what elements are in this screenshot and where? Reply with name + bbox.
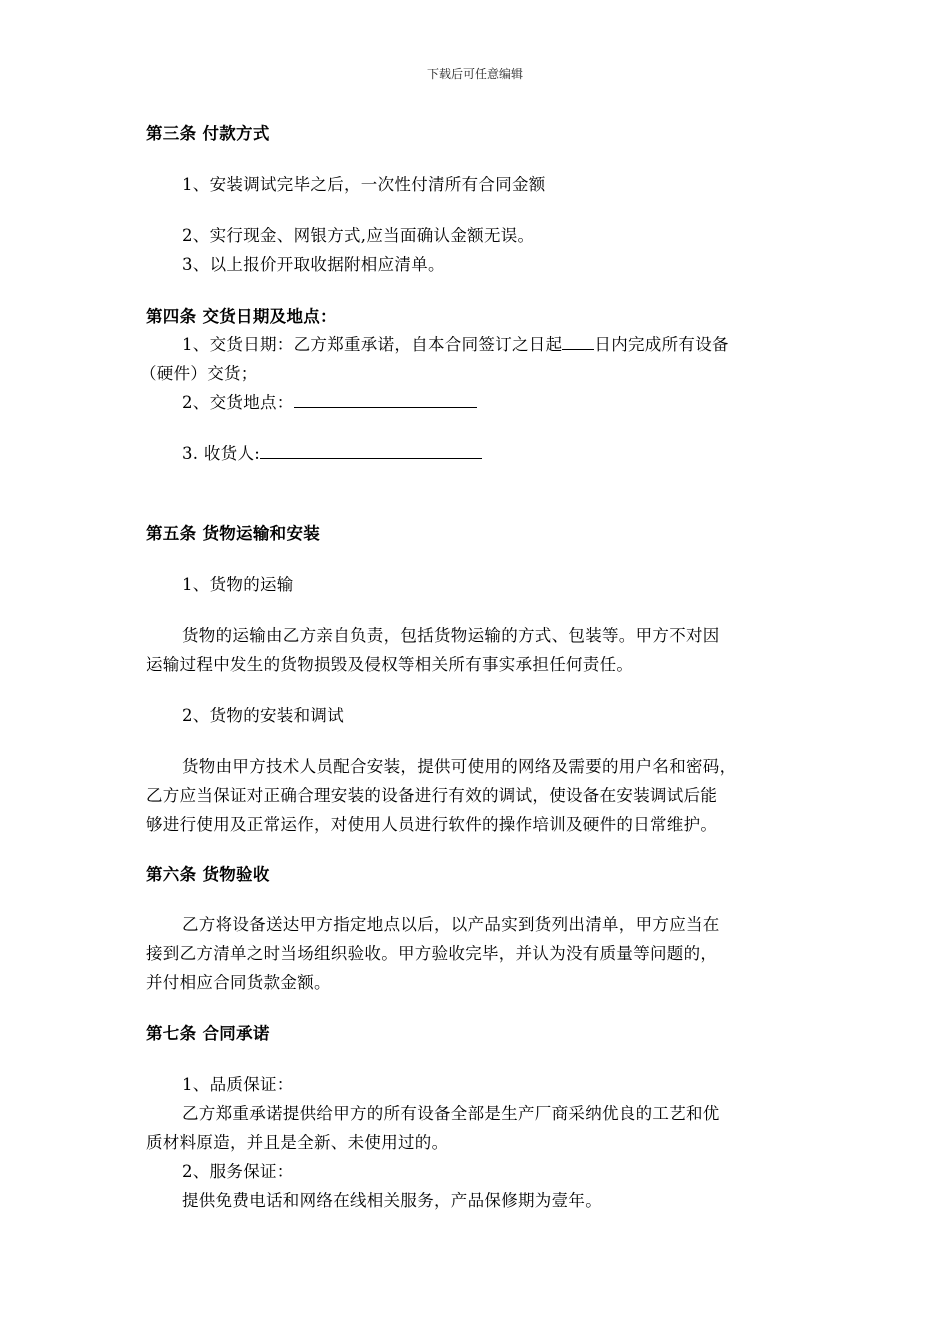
delivery-place-label: 2、交货地点： — [182, 393, 294, 412]
article-5-text-2c: 够进行使用及正常运作，对使用人员进行软件的操作培训及硬件的日常维护。 — [146, 815, 718, 834]
article-5-text-2a: 货物由甲方技术人员配合安装，提供可使用的网络及需要的用户名和密码， — [182, 757, 737, 776]
receiver-label: 3. 收货人: — [182, 444, 261, 463]
article-7-title: 第七条 合同承诺 — [146, 1024, 270, 1043]
article-5-sub-2: 2、货物的安装和调试 — [182, 706, 344, 725]
article-6-text-2: 接到乙方清单之时当场组织验收。甲方验收完毕，并认为没有质量等问题的， — [146, 944, 718, 963]
delivery-place-blank[interactable] — [294, 391, 477, 408]
receiver-blank[interactable] — [260, 442, 482, 459]
article-4-title: 第四条 交货日期及地点： — [146, 307, 337, 326]
article-6-title: 第六条 货物验收 — [146, 865, 270, 884]
article-4-item-3 — [182, 442, 482, 466]
article-3-item-2: 2、实行现金、网银方式,应当面确认金额无误。 — [182, 226, 535, 245]
article-7-text-2: 提供免费电话和网络在线相关服务，产品保修期为壹年。 — [182, 1191, 602, 1210]
article-6-text-1: 乙方将设备送达甲方指定地点以后，以产品实到货列出清单，甲方应当在 — [182, 915, 720, 934]
delivery-date-text-end: 日内完成所有设备 — [594, 335, 729, 354]
article-5-text-2b: 乙方应当保证对正确合理安装的设备进行有效的调试，使设备在安装调试后能 — [146, 786, 718, 805]
article-7-sub-2: 2、服务保证： — [182, 1162, 294, 1181]
page-header: 下载后可任意编辑 — [426, 67, 523, 81]
delivery-date-text: 1、交货日期：乙方郑重承诺，自本合同签订之日起 — [182, 335, 563, 354]
article-6-text-3: 并付相应合同货款金额。 — [146, 973, 331, 992]
article-5-sub-1: 1、货物的运输 — [182, 575, 294, 594]
article-5-title: 第五条 货物运输和安装 — [146, 524, 321, 543]
article-4-item-1 — [182, 333, 729, 357]
article-3-item-3: 3、以上报价开取收据附相应清单。 — [182, 255, 445, 274]
article-7-sub-1: 1、品质保证： — [182, 1075, 294, 1094]
article-5-text-1b: 运输过程中发生的货物损毁及侵权等相关所有事实承担任何责任。 — [146, 655, 634, 674]
article-5-text-1a: 货物的运输由乙方亲自负责，包括货物运输的方式、包装等。甲方不对因 — [182, 626, 720, 645]
article-3-title: 第三条 付款方式 — [146, 124, 270, 143]
article-3-item-1: 1、安装调试完毕之后，一次性付清所有合同金额 — [182, 175, 546, 194]
delivery-days-blank[interactable] — [562, 333, 594, 350]
article-7-text-1b: 质材料原造，并且是全新、未使用过的。 — [146, 1133, 449, 1152]
article-4-item-2 — [182, 391, 477, 415]
article-4-item-1-cont: （硬件）交货； — [140, 364, 258, 383]
article-7-text-1a: 乙方郑重承诺提供给甲方的所有设备全部是生产厂商采纳优良的工艺和优 — [182, 1104, 720, 1123]
